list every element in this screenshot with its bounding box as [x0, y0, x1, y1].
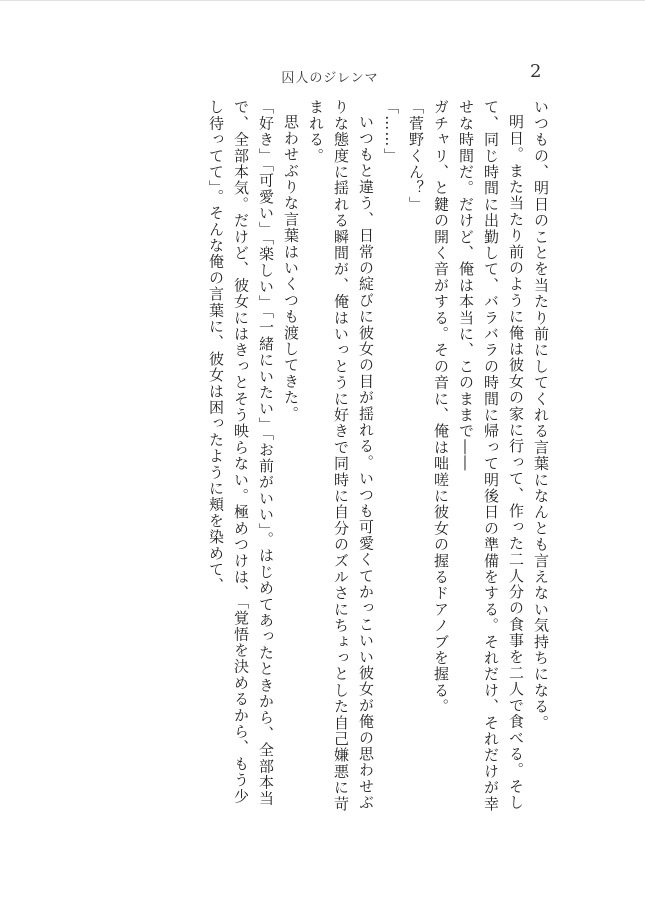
paragraph: 明日。また当たり前のように俺は彼女の家に行って、作った二人分の食事を二人で食べる。そして、同じ時間に出勤して、バラバラの時間に帰って明後日の準備をする。それだけ、それだけが幸せな時間だ。だけど、俺は本当に、このままで――: [457, 99, 525, 812]
paragraph: いつもの、明日のことを当たり前にしてくれる言葉になんとも言えない気持ちになる。: [532, 99, 550, 731]
running-title: 囚人のジレンマ: [281, 71, 379, 86]
paragraph: ガチャリ、と鍵の開く音がする。その音に、俺は咄嗟に彼女の握るドアノブを握る。: [432, 99, 450, 715]
body-text: [203, 99, 553, 819]
page-number: 2: [530, 61, 542, 82]
dialogue-line: 「菅野くん？」: [407, 99, 425, 213]
paragraph: 「好き」「可愛い」「楽しい」「一緒にいたい」「お前がいい」。はじめてあったときから、全部本当で、全部本気。だけど、彼女にはきっとそう映らない。極めつけは、「覚悟を決めるから、もう少し待ってて」。そんな俺の言葉に、彼女は困ったように頬を染めて、: [207, 99, 275, 807]
dialogue-line: 「……」: [382, 99, 400, 164]
paragraph: いつもと違う、日常の綻びに彼女の目が揺れる。いつも可愛くてかっこいい彼女が俺の思わせぶりな態度に揺れる瞬間が、俺はいっとうに好きで同時に自分のズルさにちょっとした自己嫌悪に苛まれる。: [307, 99, 375, 812]
paragraph: 思わせぶりな言葉はいくつも渡してきた。: [282, 114, 300, 422]
